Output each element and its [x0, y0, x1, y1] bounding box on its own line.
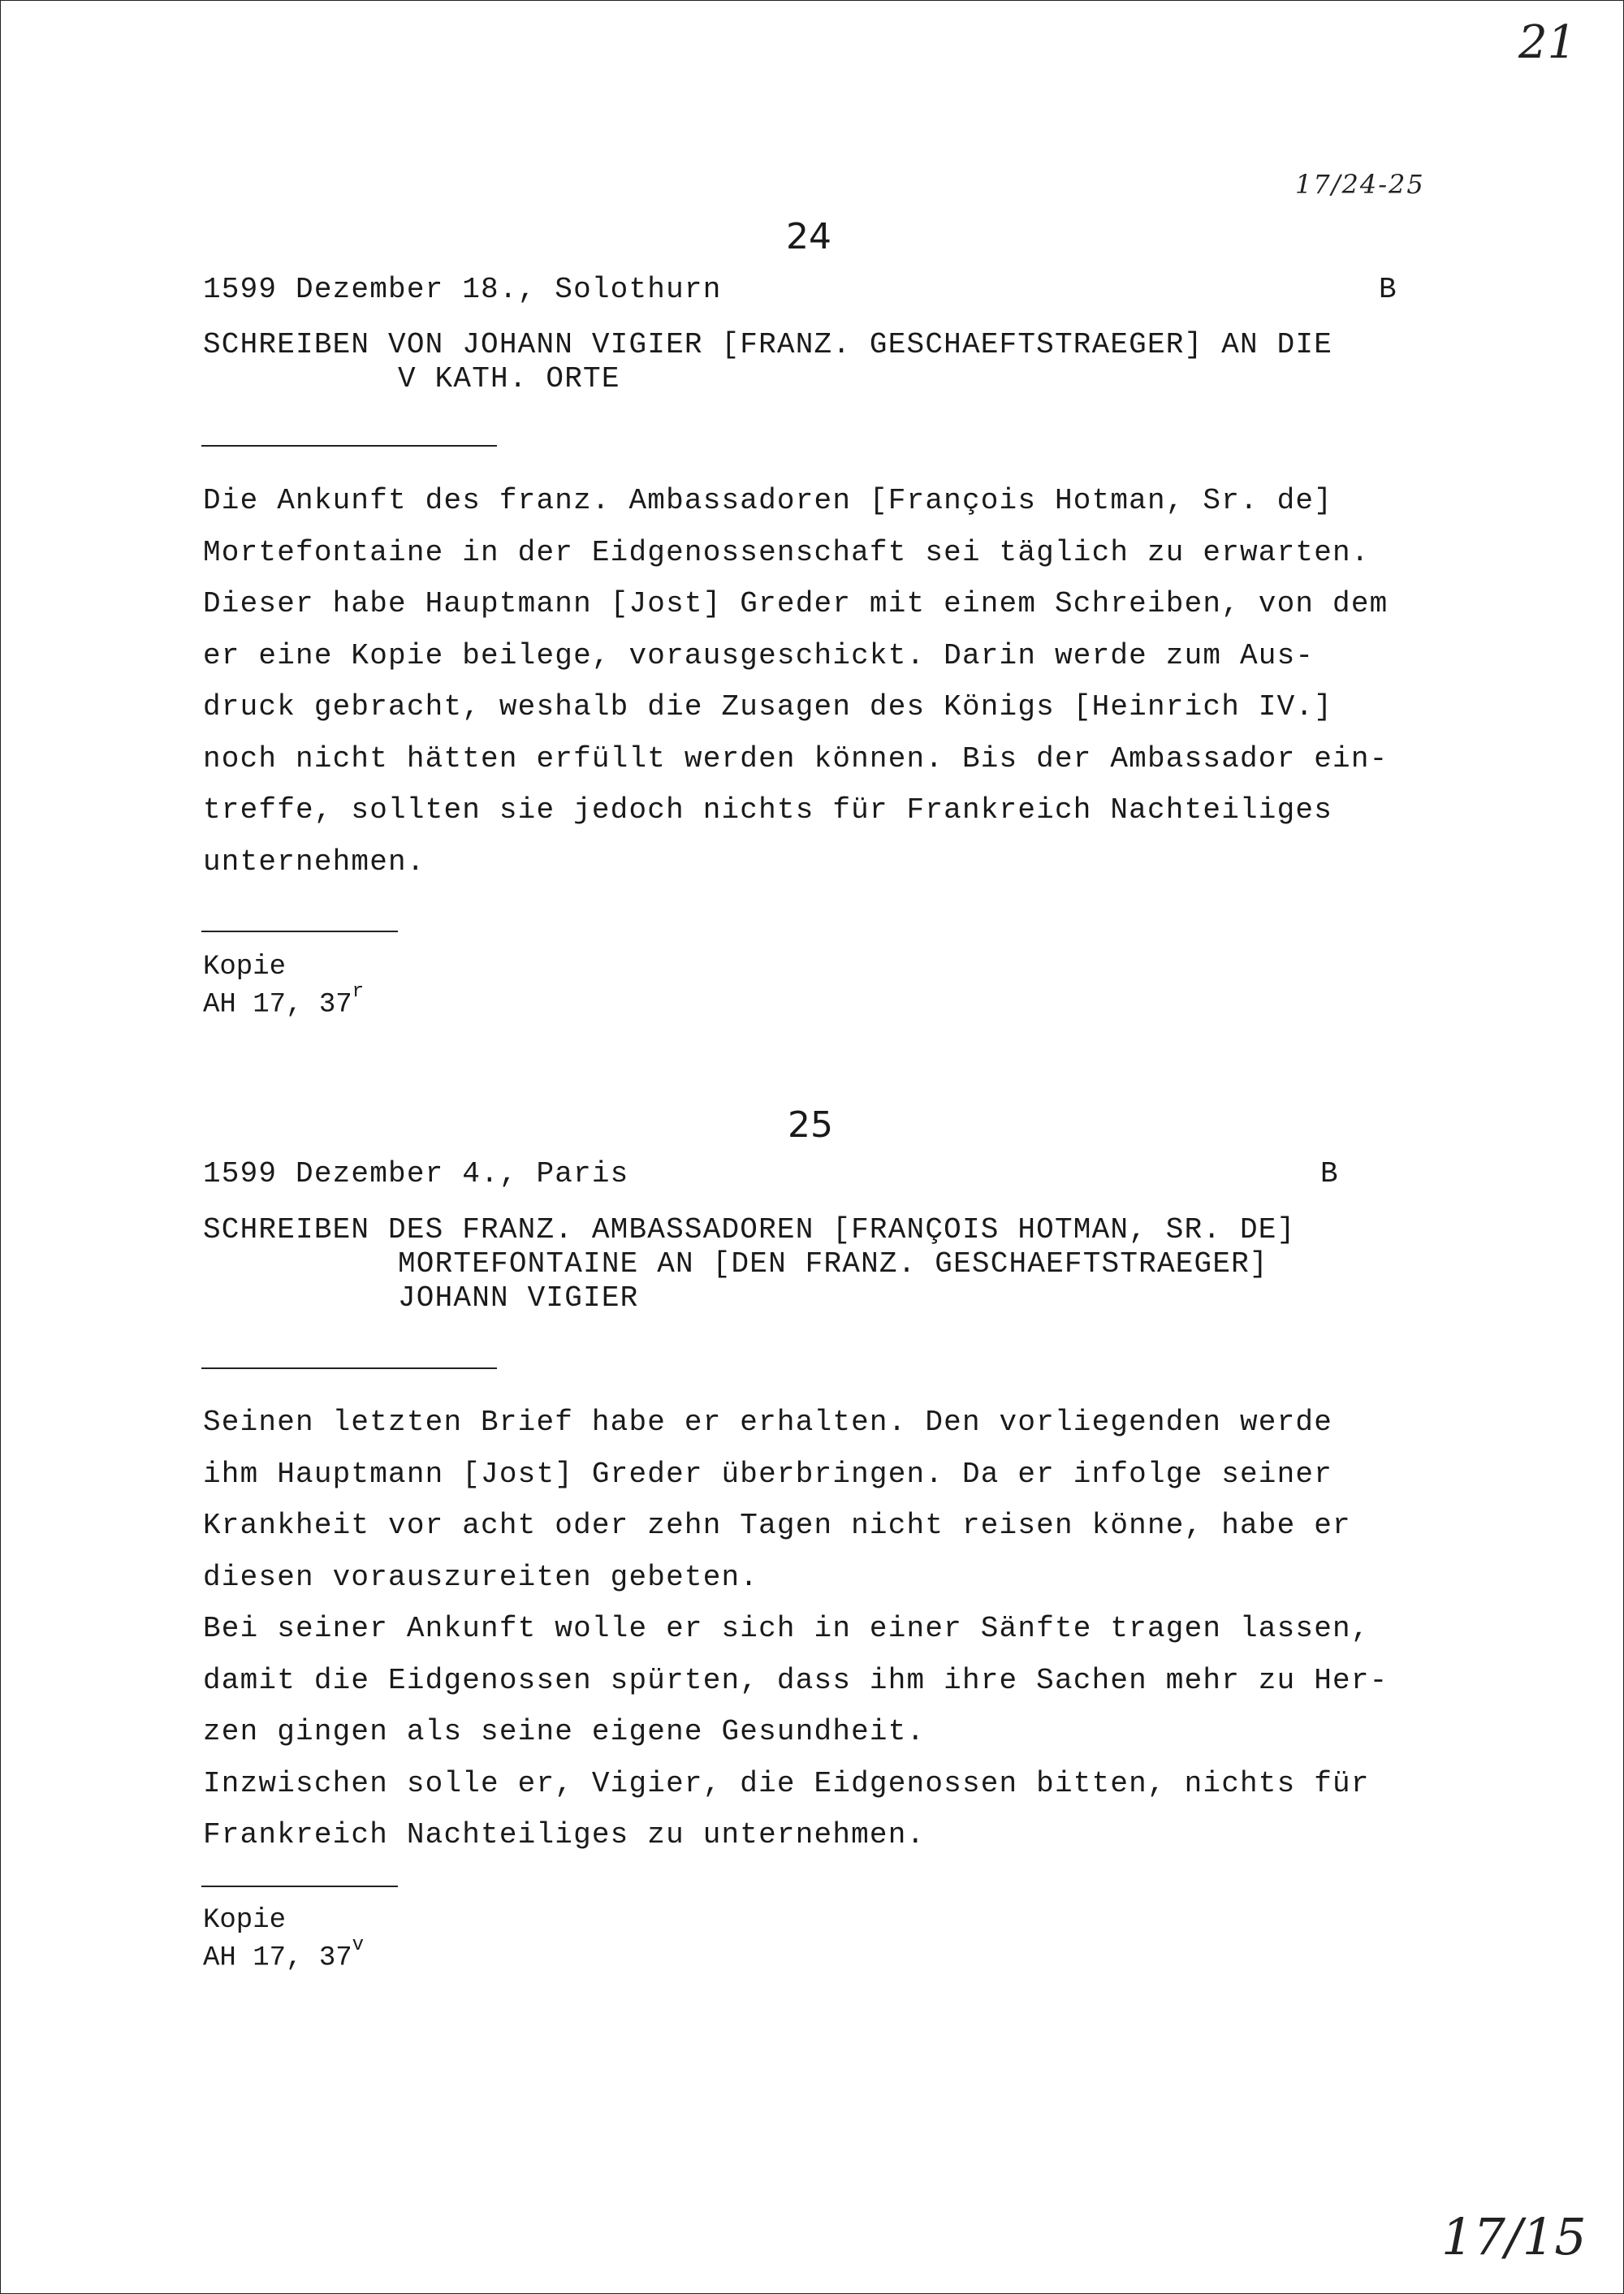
entry-title-line: SCHREIBEN VON JOHANN VIGIER [FRANZ. GESCHAEFTSTRAEGER] AN DIE: [203, 328, 1333, 361]
source-reference: [203, 1934, 365, 1974]
source-divider: [201, 1886, 398, 1887]
source-reference: [203, 981, 365, 1021]
entry-number: 25: [788, 1104, 833, 1146]
body-line: Krankheit vor acht oder zehn Tagen nicht reisen könne, habe er: [203, 1509, 1351, 1542]
body-line: er eine Kopie beilege, vorausgeschickt. Darin werde zum Aus-: [203, 638, 1315, 672]
entry-body: [203, 1397, 1470, 1861]
entry-date-place: 1599 Dezember 18., Solothurn: [203, 273, 722, 306]
body-line: Seinen letzten Brief habe er erhalten. Den vorliegenden werde: [203, 1406, 1333, 1439]
source-ref-text: AH 17, 37: [203, 989, 352, 1021]
body-line: diesen vorauszureiten gebeten.: [203, 1560, 759, 1594]
entry-title-line: MORTEFONTAINE AN [DEN FRANZ. GESCHAEFTSTRAEGER]: [398, 1247, 1268, 1281]
body-line: Frankreich Nachteiliges zu unternehmen.: [203, 1818, 926, 1851]
body-line: Die Ankunft des franz. Ambassadoren [François Hotman, Sr. de]: [203, 484, 1333, 517]
body-line: druck gebracht, weshalb die Zusagen des Königs [Heinrich IV.]: [203, 690, 1333, 724]
body-line: treffe, sollten sie jedoch nichts für Frankreich Nachteiliges: [203, 793, 1333, 827]
source-type: Kopie: [203, 1905, 287, 1936]
folio-side: v: [352, 1934, 365, 1956]
entry-body: [203, 475, 1470, 888]
body-line: unternehmen.: [203, 845, 425, 879]
body-line: damit die Eidgenossen spürten, dass ihm ihre Sachen mehr zu Her-: [203, 1663, 1389, 1697]
source-ref-text: AH 17, 37: [203, 1942, 352, 1974]
entry-title-line: V KATH. ORTE: [398, 362, 620, 395]
body-line: ihm Hauptmann [Jost] Greder überbringen. Da er infolge seiner: [203, 1457, 1333, 1491]
entry-category: B: [1320, 1157, 1339, 1190]
section-divider: [201, 445, 497, 447]
source-type: Kopie: [203, 952, 287, 983]
body-line: Bei seiner Ankunft wolle er sich in einer Sänfte tragen lassen,: [203, 1612, 1370, 1645]
reference-code: 17/24-25: [1295, 169, 1425, 200]
entry-number: 24: [786, 216, 831, 257]
folio-side: r: [352, 981, 365, 1003]
page-number: 17/15: [1441, 2207, 1587, 2266]
section-divider: [201, 1367, 497, 1369]
source-divider: [201, 931, 398, 932]
body-line: zen gingen als seine eigene Gesundheit.: [203, 1715, 926, 1748]
body-line: Mortefontaine in der Eidgenossenschaft sei täglich zu erwarten.: [203, 535, 1370, 569]
body-line: Inzwischen solle er, Vigier, die Eidgenossen bitten, nichts für: [203, 1766, 1370, 1800]
body-line: Dieser habe Hauptmann [Jost] Greder mit einem Schreiben, von dem: [203, 587, 1389, 620]
folio-number: 21: [1518, 16, 1577, 69]
body-line: noch nicht hätten erfüllt werden können. Bis der Ambassador ein-: [203, 741, 1389, 775]
entry-title-line: JOHANN VIGIER: [398, 1281, 639, 1315]
entry-date-place: 1599 Dezember 4., Paris: [203, 1157, 629, 1190]
entry-title-line: SCHREIBEN DES FRANZ. AMBASSADOREN [FRANÇOIS HOTMAN, SR. DE]: [203, 1213, 1296, 1246]
entry-category: B: [1379, 273, 1397, 306]
